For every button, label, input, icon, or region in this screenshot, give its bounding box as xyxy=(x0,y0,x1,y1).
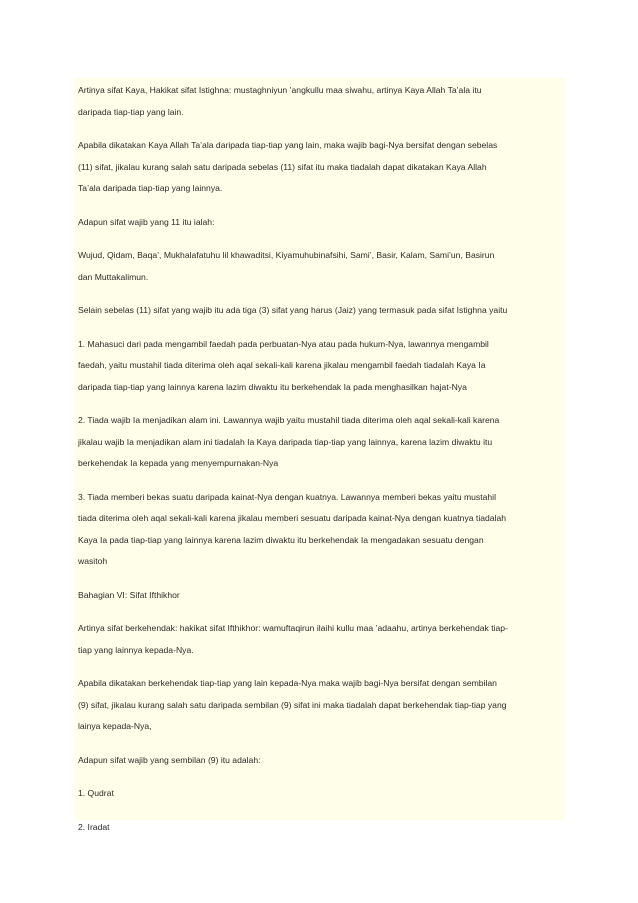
text-line: daripada tiap-tiap yang lainnya karena lazim diwaktu itu berkehendak Ia pada menghasilkan hajat-Nya xyxy=(78,381,467,392)
paragraph xyxy=(78,487,562,573)
paragraph-gap xyxy=(78,398,562,410)
text-line: 3. Tiada memberi bekas suatu daripada kainat-Nya dengan kuatnya. Lawannya memberi bekas yaitu mustahil xyxy=(78,491,496,502)
text-line: 2. Tiada wajib Ia menjadikan alam ini. Lawannya wajib yaitu mustahil tiada diterima oleh aqal sekali-kali karena xyxy=(78,415,500,425)
paragraph-gap xyxy=(78,661,562,673)
text-line: tiada diterima oleh aqal sekali-kali karena jikalau memberi sesuatu daripada kainat-Nya dengan kuatnya tiadalah xyxy=(78,513,507,523)
paragraph-gap xyxy=(78,606,562,618)
paragraph xyxy=(78,817,562,839)
paragraph xyxy=(78,750,562,772)
text-line: Wujud, Qidam, Baqa’, Mukhalafatuhu lil khawaditsi, Kiyamuhubinafsihi, Sami’, Basir, Kalam, Sami’un, Basirun xyxy=(78,250,495,260)
paragraph-gap xyxy=(78,771,562,783)
text-line: dan Muttakalimun. xyxy=(78,271,149,282)
text-line: Bahagian VI: Sifat Ifthikhor xyxy=(78,589,180,600)
paragraph xyxy=(78,245,562,288)
text-line: Kaya Ia pada tiap-tiap yang lainnya karena lazim diwaktu itu berkehendak Ia mengadakan sesuatu dengan xyxy=(78,534,484,545)
paragraph xyxy=(78,300,562,322)
text-line: tiap yang lainnya kepada-Nya. xyxy=(78,644,194,655)
paragraph-gap xyxy=(78,123,562,135)
paragraph xyxy=(78,80,562,123)
paragraph xyxy=(78,135,562,200)
text-line: 2. Iradat xyxy=(78,821,110,832)
paragraph-gap xyxy=(78,322,562,334)
paragraph xyxy=(78,410,562,475)
text-line: (9) sifat, jikalau kurang salah satu daripada sembilan (9) sifat ini maka tiadalah dapat berkehendak tiap-tiap yang xyxy=(78,699,507,710)
text-line: (11) sifat, jikalau kurang salah satu daripada sebelas (11) sifat itu maka tiadalah dapat dikatakan Kaya Allah xyxy=(78,161,487,172)
paragraph xyxy=(78,212,562,234)
paragraph-gap xyxy=(78,805,562,817)
text-line: Adapun sifat wajib yang 11 itu ialah: xyxy=(78,216,215,227)
text-line: Apabila dikatakan Kaya Allah Ta’ala daripada tiap-tiap yang lain, maka wajib bagi-Nya bersifat dengan sebelas xyxy=(78,140,498,150)
paragraph-gap xyxy=(78,200,562,212)
paragraph xyxy=(78,783,562,805)
text-line: wasitoh xyxy=(78,556,108,566)
paragraph xyxy=(78,585,562,607)
paragraph-gap xyxy=(78,573,562,585)
paragraph xyxy=(78,334,562,399)
text-line: lainya kepada-Nya, xyxy=(78,721,152,731)
text-line: 1. Mahasuci dari pada mengambil faedah pada perbuatan-Nya atau pada hukum-Nya, lawannya mengambil xyxy=(78,338,489,349)
text-line: Ta’ala daripada tiap-tiap yang lainnya. xyxy=(78,183,223,193)
text-line: 1. Qudrat xyxy=(78,788,114,798)
paragraph xyxy=(78,618,562,661)
text-line: berkehendak Ia kepada yang menyempurnakan-Nya xyxy=(78,458,279,468)
text-line: Artinya sifat Kaya, Hakikat sifat Istighna: mustaghniyun ’angkullu maa siwahu, artinya Kaya Allah Ta’ala itu xyxy=(78,85,482,95)
paragraph-gap xyxy=(78,475,562,487)
text-line: daripada tiap-tiap yang lain. xyxy=(78,106,184,117)
paragraph-gap xyxy=(78,738,562,750)
text-line: Artinya sifat berkehendak: hakikat sifat Ifthikhor: wamuftaqirun ilaihi kullu maa ’adaahu, artinya berkehendak tiap- xyxy=(78,623,508,633)
paragraph-gap xyxy=(78,233,562,245)
text-line: Adapun sifat wajib yang sembilan (9) itu adalah: xyxy=(78,754,261,765)
paragraph xyxy=(78,673,562,738)
document-body xyxy=(78,80,562,838)
text-line: faedah, yaitu mustahil tiada diterima oleh aqal sekali-kali karena jikalau mengambil faedah tiadalah Kaya Ia xyxy=(78,360,486,370)
text-line: Apabila dikatakan berkehendak tiap-tiap yang lain kepada-Nya maka wajib bagi-Nya bersifat dengan sembilan xyxy=(78,678,497,688)
text-line: Selain sebelas (11) sifat yang wajib itu ada tiga (3) sifat yang harus (Jaiz) yang termasuk pada sifat Istighna yaitu xyxy=(78,305,508,315)
text-line: jikalau wajib Ia menjadikan alam ini tiadalah Ia Kaya daripada tiap-tiap yang lainnya, karena lazim diwaktu itu xyxy=(78,436,493,447)
paragraph-gap xyxy=(78,288,562,300)
